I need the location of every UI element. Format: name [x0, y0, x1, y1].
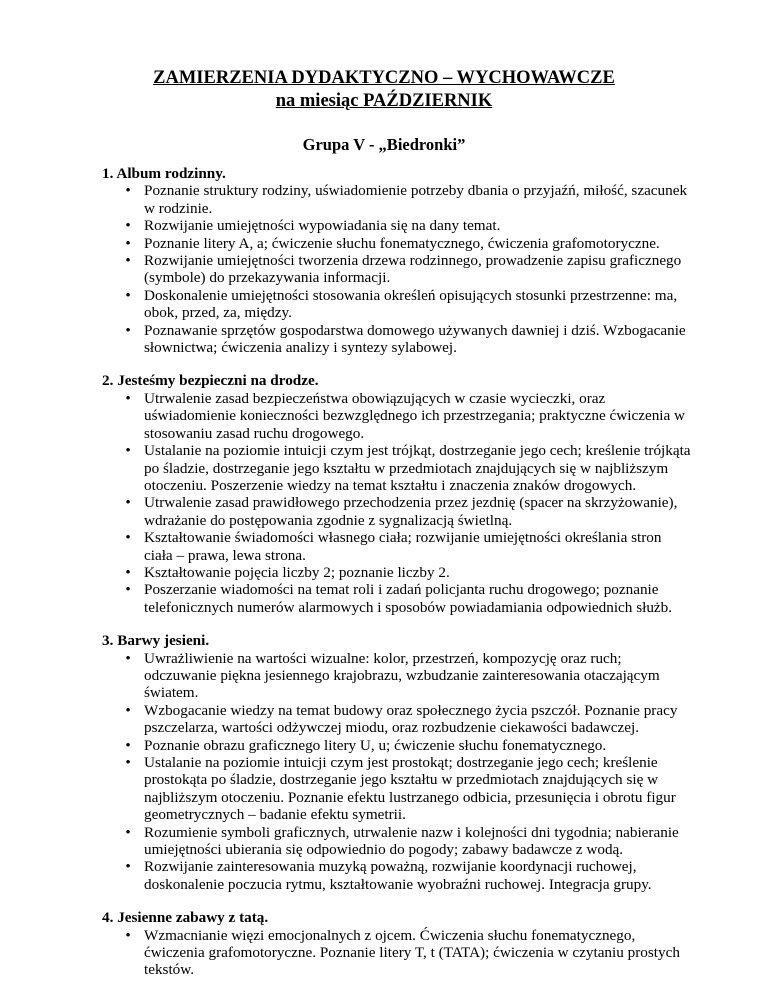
bullet-icon: • [125, 701, 131, 719]
list-item [102, 322, 692, 357]
document-subtitle: na miesiąc PAŹDZIERNIK [275, 91, 493, 111]
list-item [102, 182, 692, 217]
bullet-icon: • [125, 754, 131, 771]
list-item-text: Ustalanie na poziomie intuicji czym jest prostokąt; dostrzeganie jego cech; kreślenie prostokąta po śladzie, dostrzeganie jego kształtu w przedmiotach znajdujących się w najbliższym otoczeniu. Poznanie efektu lustrzanego odbicia, przesunięcia i obrotu figur geometrycznych – badanie efektu symetrii. [144, 754, 676, 824]
bullet-icon: • [125, 736, 131, 754]
list-item-text: Rozwijanie umiejętności tworzenia drzewa rodzinnego, prowadzenie zapisu graficznego (symbole) do przekazywania informacji. [144, 252, 682, 287]
bullet-list [102, 182, 692, 356]
list-item-text: Poznanie obrazu graficznego litery U, u; ćwiczenie słuchu fonematycznego. [144, 736, 607, 754]
section-title: 1. Album rodzinny. [102, 165, 226, 182]
list-item-text: Ustalanie na poziomie intuicji czym jest trójkąt, dostrzeganie jego cech; kreślenie trójkąta po śladzie, dostrzeganie jego kształtu w przedmiotach znajdujących się w najbliższym otoczeniu. Poszerzenie wiedzy na temat kształtu i znaczenia znaków drogowych. [144, 442, 691, 494]
list-item-text: Wzbogacanie wiedzy na temat budowy oraz społecznego życia pszczół. Poznanie pracy pszczelarza, wartości odżywczej miodu, oraz rozbudzenie ciekawości badawczej. [144, 701, 678, 737]
list-item [102, 390, 692, 442]
list-item [102, 217, 692, 234]
section [102, 372, 692, 616]
list-item [102, 252, 692, 287]
bullet-icon: • [125, 252, 131, 270]
list-item [102, 287, 692, 322]
list-item-text: Rozwijanie umiejętności wypowiadania się na dany temat. [144, 217, 501, 235]
bullet-icon: • [125, 529, 131, 547]
bullet-icon: • [125, 926, 131, 944]
list-item-text: Rozwijanie zainteresowania muzyką poważną, rozwijanie koordynacji ruchowej, doskonalenie poczucia rytmu, kształtowanie wyobraźni ruchowej. Integracja grupy. [144, 858, 652, 893]
bullet-icon: • [125, 823, 131, 841]
list-item-text: Poznanie struktury rodziny, uświadomienie potrzeby dbania o przyjaźń, miłość, szacunek w rodzinie. [144, 182, 688, 217]
list-item [102, 235, 692, 252]
document-title: ZAMIERZENIA DYDAKTYCZNO – WYCHOWAWCZE [153, 68, 615, 88]
list-item-text: Poznawanie sprzętów gospodarstwa domowego używanych dawniej i dziś. Wzbogacanie słownictwa; ćwiczenia analizy i syntezy sylabowej. [144, 321, 686, 357]
bullet-icon: • [125, 182, 131, 200]
section [102, 632, 692, 893]
section-title: 3. Barwy jesieni. [102, 632, 210, 650]
bullet-list [102, 650, 692, 894]
list-item [102, 702, 692, 737]
list-item-text: Poznanie litery A, a; ćwiczenie słuchu fonematycznego, ćwiczenia grafomotoryczne. [144, 234, 660, 252]
list-item [102, 927, 692, 979]
bullet-icon: • [125, 389, 131, 407]
bullet-icon: • [125, 442, 131, 460]
list-item [102, 529, 692, 564]
bullet-icon: • [125, 649, 131, 667]
document-body [102, 165, 692, 995]
list-item-text: Rozumienie symboli graficznych, utrwalenie nazw i kolejności dni tygodnia; nabieranie umiejętności ubierania się odpowiednio do pogody; zabawy badawcze z wodą. [144, 823, 679, 859]
section [102, 165, 692, 356]
bullet-icon: • [125, 321, 131, 339]
list-item [102, 858, 692, 893]
list-item [102, 581, 692, 616]
list-item-text: Doskonalenie umiejętności stosowania określeń opisujących stosunki przestrzenne: ma, obok, przed, za, między. [144, 286, 678, 322]
list-item-text: Kształtowanie świadomości własnego ciała; rozwijanie umiejętności określania stron ciała – prawa, lewa strona. [144, 529, 662, 564]
section-title: 2. Jesteśmy bezpieczni na drodze. [102, 372, 319, 390]
bullet-icon: • [125, 286, 131, 304]
bullet-icon: • [125, 234, 131, 252]
bullet-icon: • [125, 581, 131, 599]
bullet-list [102, 927, 692, 979]
list-item [102, 754, 692, 824]
bullet-icon: • [125, 563, 131, 581]
list-item-text: Poszerzanie wiadomości na temat roli i zadań policjanta ruchu drogowego; poznanie telefonicznych numerów alarmowych i sposobów powiadamiania odpowiednich służb. [144, 581, 673, 616]
list-item [102, 824, 692, 859]
list-item [102, 564, 692, 581]
bullet-icon: • [125, 217, 131, 235]
list-item-text: Utrwalenie zasad prawidłowego przechodzenia przez jezdnię (spacer na skrzyżowanie), wdrażanie do postępowania zgodnie z sygnalizacją świetlną. [144, 494, 678, 529]
list-item-text: Utrwalenie zasad bezpieczeństwa obowiązujących w czasie wycieczki, oraz uświadomienie konieczności bezwzględnego ich przestrzegania; praktyczne ćwiczenia w stosowaniu zasad ruchu drogowego. [144, 389, 686, 442]
bullet-list [102, 390, 692, 616]
list-item [102, 737, 692, 754]
bullet-icon: • [125, 494, 131, 512]
list-item-text: Wzmacnianie więzi emocjonalnych z ojcem. Ćwiczenia słuchu fonematycznego, ćwiczenia grafomotoryczne. Poznanie litery T, t (TATA); ćwiczenia w czytaniu prostych tekstów. [144, 926, 680, 979]
list-item [102, 650, 692, 702]
list-item [102, 442, 692, 494]
section [102, 909, 692, 979]
list-item-text: Uwrażliwienie na wartości wizualne: kolor, przestrzeń, kompozycję oraz ruch; odczuwanie piękna jesiennego krajobrazu, wzbudzanie zainteresowania otaczającym światem. [144, 649, 660, 702]
section-title: 4. Jesienne zabawy z tatą. [102, 909, 269, 927]
list-item-text: Kształtowanie pojęcia liczby 2; poznanie liczby 2. [144, 563, 450, 581]
group-heading: Grupa V - „Biedronki” [302, 135, 466, 154]
list-item [102, 494, 692, 529]
bullet-icon: • [125, 858, 131, 876]
